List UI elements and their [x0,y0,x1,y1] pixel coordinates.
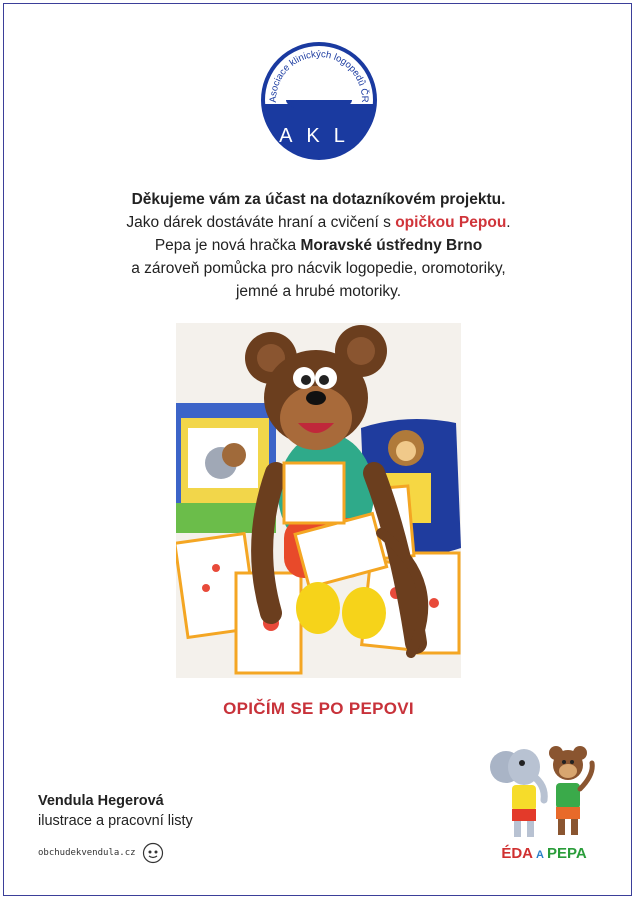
intro-line-3-start: Pepa je nová hračka [154,237,301,254]
pepa-word: PEPA [546,845,587,862]
author-name: Vendula Hegerová [38,793,164,809]
intro-line-4: a zároveň pomůcka pro nácvik logopedie, oromotoriky, [131,260,506,277]
pepa-highlight: opičkou Pepou [395,214,507,231]
eda-pepa-wordmark [484,845,604,862]
shop-link[interactable] [38,842,164,864]
intro-text [40,188,597,303]
author-role: ilustrace a pracovní listy [38,813,193,829]
monkey-photo [176,323,461,678]
akl-logo [254,30,384,160]
intro-line-3 [40,234,597,257]
logo-arc-text: Asociace klinických logopedů ČR [267,48,371,103]
logo-letters: AKL [279,125,359,147]
eda-word: ÉDA [501,845,533,862]
intro-line-2-start: Jako dárek dostáváte hraní a cvičení s [126,214,396,231]
eda-pepa-illustration [484,745,604,845]
intro-line-2-end: . [506,214,511,231]
a-word: A [535,849,544,861]
moravska-ustredna: Moravské ústředny Brno [300,237,483,254]
intro-line-5: jemné a hrubé motoriky. [235,283,402,300]
eda-a-pepa-logo [484,745,604,870]
intro-line-2 [40,211,597,234]
shop-url[interactable]: obchudekvendula.cz [38,848,136,858]
intro-line-1: Děkujeme vám za účast na dotazníkovém projektu. [131,191,506,208]
shop-badge-icon [142,842,164,864]
author-block [38,793,193,829]
subtitle: OPIČÍM SE PO PEPOVI [223,699,414,718]
